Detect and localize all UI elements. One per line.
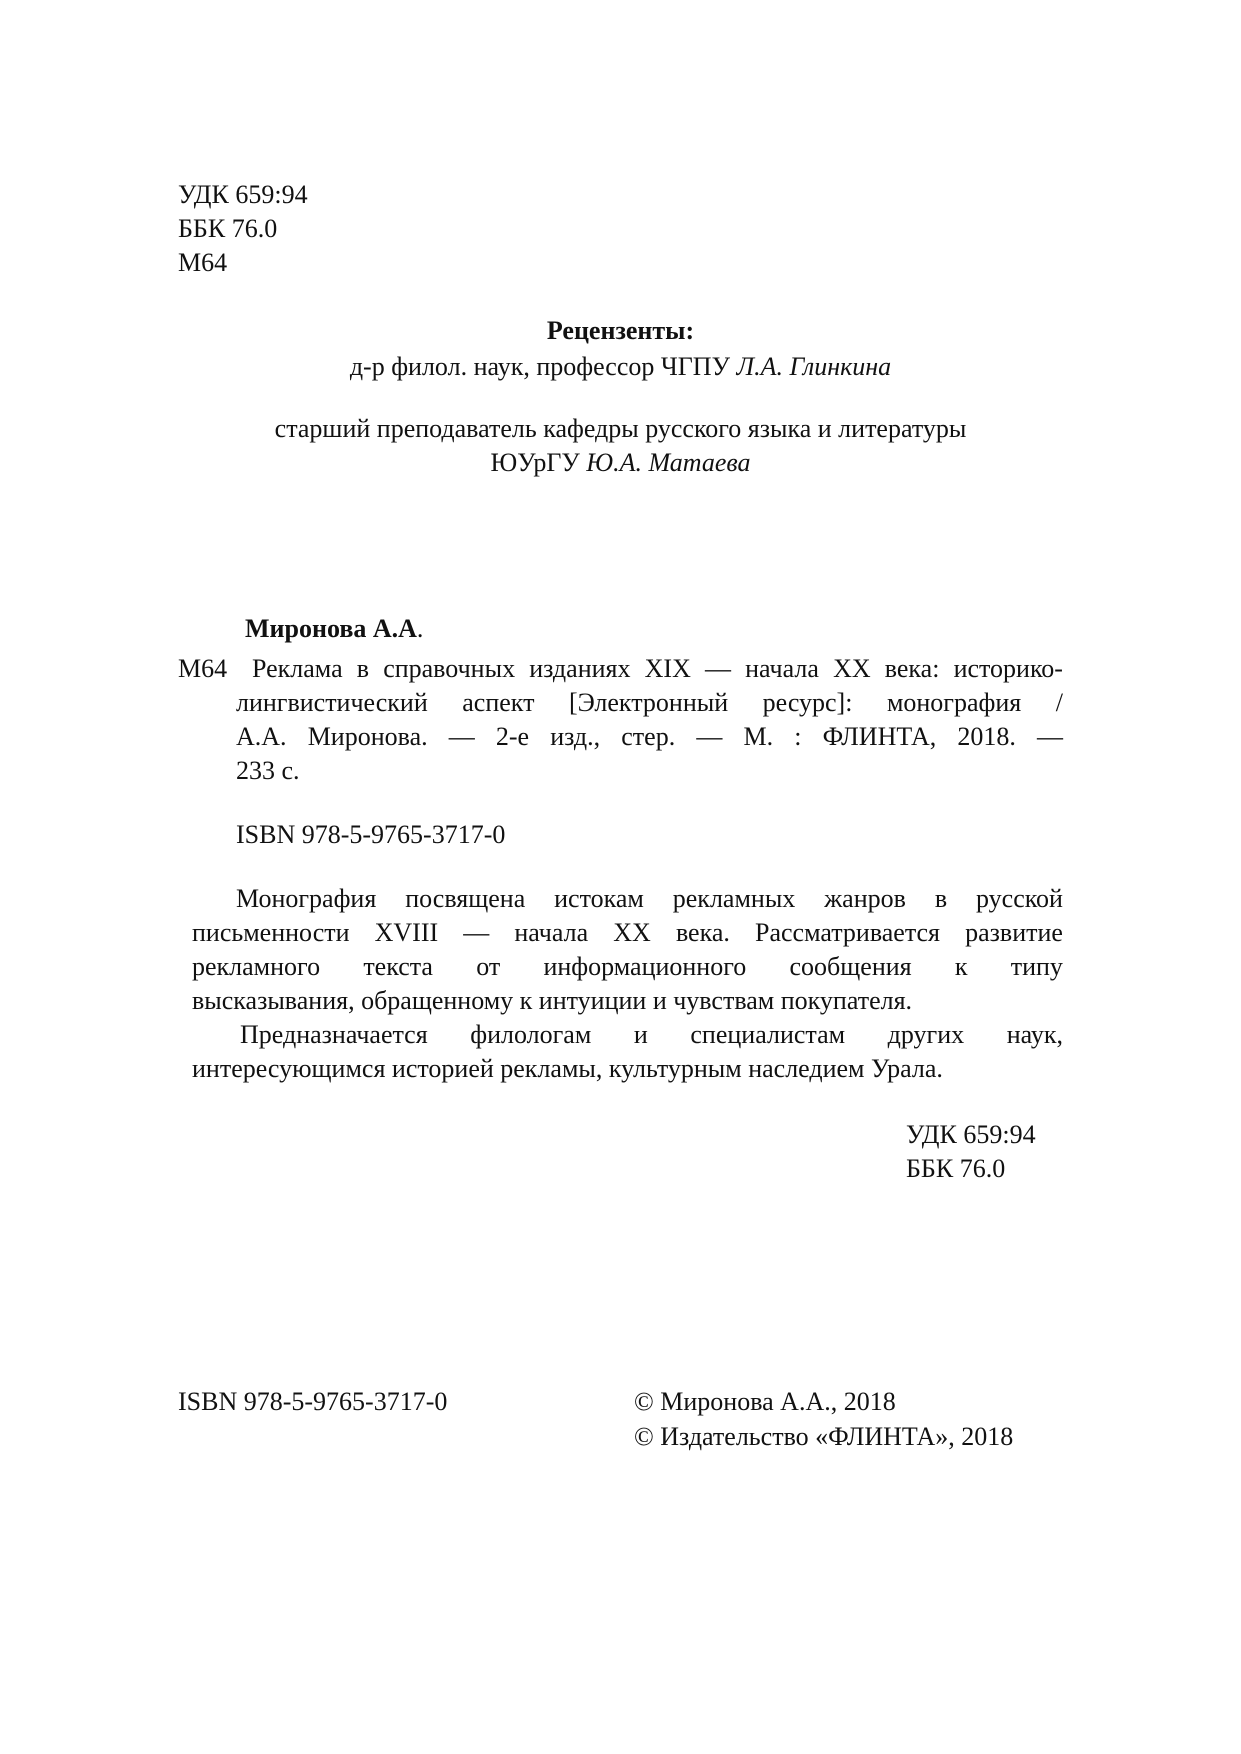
word: рекламного	[192, 952, 321, 981]
word: 2-е	[495, 722, 530, 751]
classification-bottom	[906, 1118, 1036, 1186]
udk-code-bottom: УДК 659:94	[906, 1120, 1036, 1149]
word: филологам	[470, 1020, 592, 1049]
reviewer-1-title: д-р филол. наук, профессор ЧГПУ	[349, 352, 737, 381]
word: 2018.	[957, 722, 1016, 751]
word: —	[705, 654, 731, 683]
bbk-code-bottom: ББК 76.0	[906, 1154, 1006, 1183]
word: аспект	[462, 688, 535, 717]
word: других	[887, 1020, 965, 1049]
word: в	[934, 884, 948, 913]
word: Миронова.	[307, 722, 428, 751]
word: XIX	[644, 654, 691, 683]
word: —	[1036, 722, 1063, 751]
copyright-block	[634, 1385, 1013, 1455]
reviewers-heading: Рецензенты:	[546, 316, 695, 345]
word: сообщения	[789, 952, 912, 981]
word: Предназначается	[240, 1020, 428, 1049]
word: монография	[886, 688, 1022, 717]
word: к	[954, 952, 968, 981]
word: историко-	[953, 654, 1063, 683]
word: —	[448, 722, 475, 751]
word: информационного	[543, 952, 747, 981]
word: А.А.	[236, 722, 287, 751]
word: /	[1055, 688, 1063, 717]
word: письменности	[192, 918, 350, 947]
word: текста	[363, 952, 433, 981]
word: века:	[884, 654, 940, 683]
word: ФЛИНТА,	[822, 722, 937, 751]
word: истокам	[554, 884, 644, 913]
word: ресурс]:	[762, 688, 853, 717]
word: начала	[745, 654, 819, 683]
biblio-isbn: ISBN 978-5-9765-3717-0	[236, 820, 506, 849]
annotation-p1-line-1	[236, 882, 1063, 915]
annotation-p1-line-2	[192, 916, 1063, 949]
word: русской	[976, 884, 1063, 913]
word: М.	[743, 722, 774, 751]
reviewer-2-name: Ю.А. Матаева	[586, 448, 751, 477]
classification-top	[178, 178, 308, 280]
word: изданиях	[529, 654, 631, 683]
word: XVIII	[374, 918, 439, 947]
word: наук,	[1006, 1020, 1063, 1049]
biblio-author-dot: .	[416, 614, 424, 643]
annotation-p1-line-4: высказывания, обращенному к интуиции и чувствам покупателя.	[192, 986, 913, 1015]
biblio-line-4: 233 с.	[236, 756, 300, 785]
word: XX	[613, 918, 651, 947]
word: лингвистический	[236, 688, 428, 717]
word: изд.,	[550, 722, 601, 751]
reviewer-2-title: старший преподаватель кафедры русского языка и литературы	[274, 414, 967, 443]
footer-isbn: ISBN 978-5-9765-3717-0	[178, 1387, 448, 1416]
word: типу	[1010, 952, 1063, 981]
word: —	[463, 918, 490, 947]
word: Монография	[236, 884, 377, 913]
word: начала	[514, 918, 589, 947]
word: в	[356, 654, 370, 683]
reviewer-2	[0, 446, 1241, 479]
biblio-author	[245, 612, 423, 645]
word: рекламных	[672, 884, 796, 913]
reviewer-2-affiliation: ЮУрГУ	[490, 448, 587, 477]
word: века.	[675, 918, 730, 947]
word: —	[696, 722, 723, 751]
copyright-author: © Миронова А.А., 2018	[634, 1387, 896, 1416]
udk-code: УДК 659:94	[178, 180, 308, 209]
annotation-p2-line-1	[240, 1018, 1063, 1051]
annotation-p2-line-2: интересующимся историей рекламы, культурным наследием Урала.	[192, 1054, 943, 1083]
word: от	[476, 952, 501, 981]
copyright-publisher: © Издательство «ФЛИНТА», 2018	[634, 1422, 1014, 1451]
word: [Электронный	[568, 688, 729, 717]
word: Реклама	[252, 654, 343, 683]
biblio-line-3	[236, 720, 1063, 753]
biblio-line-2	[236, 686, 1063, 719]
word: развитие	[965, 918, 1063, 947]
word: жанров	[824, 884, 906, 913]
word: специалистам	[690, 1020, 846, 1049]
biblio-author-name: Миронова А.А	[245, 614, 417, 643]
bbk-code: ББК 76.0	[178, 214, 278, 243]
reviewer-1	[0, 350, 1241, 383]
word: стер.	[621, 722, 676, 751]
word: :	[794, 722, 802, 751]
biblio-line-1	[252, 652, 1063, 685]
biblio-author-sign: М64	[178, 654, 228, 683]
reviewer-1-name: Л.А. Глинкина	[736, 352, 892, 381]
word: и	[633, 1020, 648, 1049]
annotation-p1-line-3	[192, 950, 1063, 983]
word: Рассматривается	[755, 918, 941, 947]
word: справочных	[383, 654, 516, 683]
author-sign: М64	[178, 248, 228, 277]
word: XX	[833, 654, 871, 683]
word: посвящена	[405, 884, 526, 913]
